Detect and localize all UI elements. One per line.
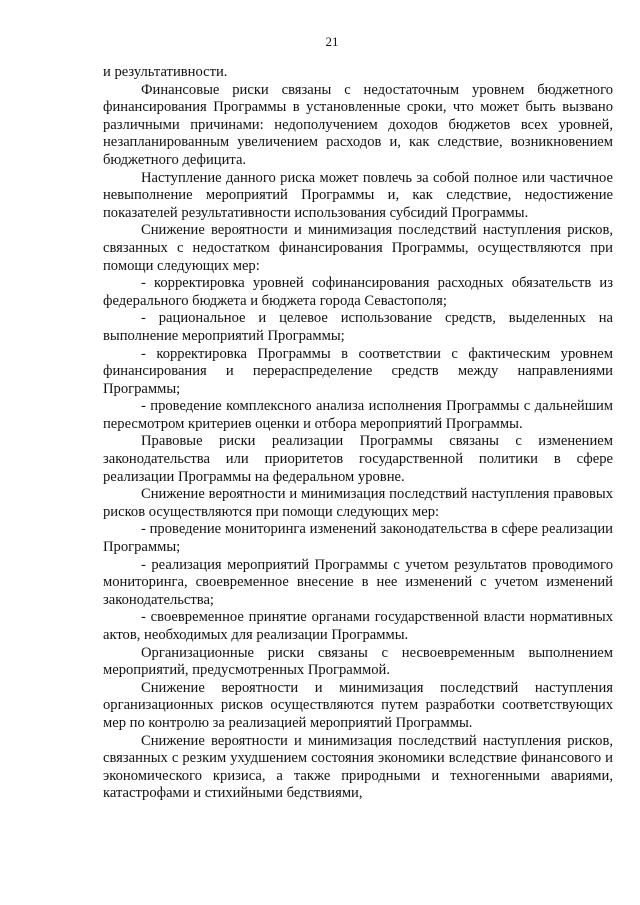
paragraph: Снижение вероятности и минимизация последствий наступления правовых рисков осуществляются при помощи следующих мер:: [103, 486, 613, 520]
body-text: [103, 64, 613, 803]
bullet-paragraph: - проведение мониторинга изменений законодательства в сфере реализации Программы;: [103, 521, 613, 556]
paragraph: Финансовые риски связаны с недостаточным уровнем бюджетного финансирования Программы в установленные сроки, что может быть вызвано различными причинами: недополучением доходов бюджетов всех уровней, незапланированным увеличением расходов и, как следствие, возникновением бюджетного дефицита.: [103, 81, 613, 168]
paragraph: Снижение вероятности и минимизация последствий наступления рисков, связанных с резким ухудшением состояния экономики вследствие финансового и экономического кризиса, а также природными и техногенными авариями, катастрофами и стихийными бедствиями,: [103, 732, 613, 802]
paragraph: Правовые риски реализации Программы связаны с изменением законодательства или приоритетов государственной политики в сфере реализации Программы на федеральном уровне.: [103, 433, 613, 485]
bullet-paragraph: - реализация мероприятий Программы с учетом результатов проводимого мониторинга, своевременное внесение в нее изменений с учетом изменений законодательства;: [103, 556, 613, 608]
page-number: 21: [325, 34, 339, 49]
bullet-paragraph: - проведение комплексного анализа исполнения Программы с дальнейшим пересмотром критериев оценки и отбора мероприятий Программы.: [103, 398, 613, 432]
paragraph: Организационные риски связаны с несвоевременным выполнением мероприятий, предусмотренных Программой.: [103, 644, 613, 679]
paragraph: Снижение вероятности и минимизация последствий наступления организационных рисков осуществляются путем разработки соответствующих мер по контролю за реализацией мероприятий Программы.: [103, 679, 613, 731]
bullet-paragraph: - своевременное принятие органами государственной власти нормативных актов, необходимых для реализации Программы.: [103, 609, 613, 643]
bullet-paragraph: - рациональное и целевое использование средств, выделенных на выполнение мероприятий Программы;: [103, 310, 613, 344]
paragraph: и результативности.: [103, 64, 228, 80]
paragraph: Снижение вероятности и минимизация последствий наступления рисков, связанных с недостатком финансирования Программы, осуществляются при помощи следующих мер:: [103, 222, 613, 274]
paragraph: Наступление данного риска может повлечь за собой полное или частичное невыполнение мероприятий Программы и, как следствие, недостижение показателей результативности использования субсидий Программы.: [103, 169, 613, 221]
bullet-paragraph: - корректировка Программы в соответствии с фактическим уровнем финансирования и перераспределение средств между направлениями Программы;: [103, 345, 613, 397]
bullet-paragraph: - корректировка уровней софинансирования расходных обязательств из федерального бюджета и бюджета города Севастополя;: [103, 275, 613, 309]
